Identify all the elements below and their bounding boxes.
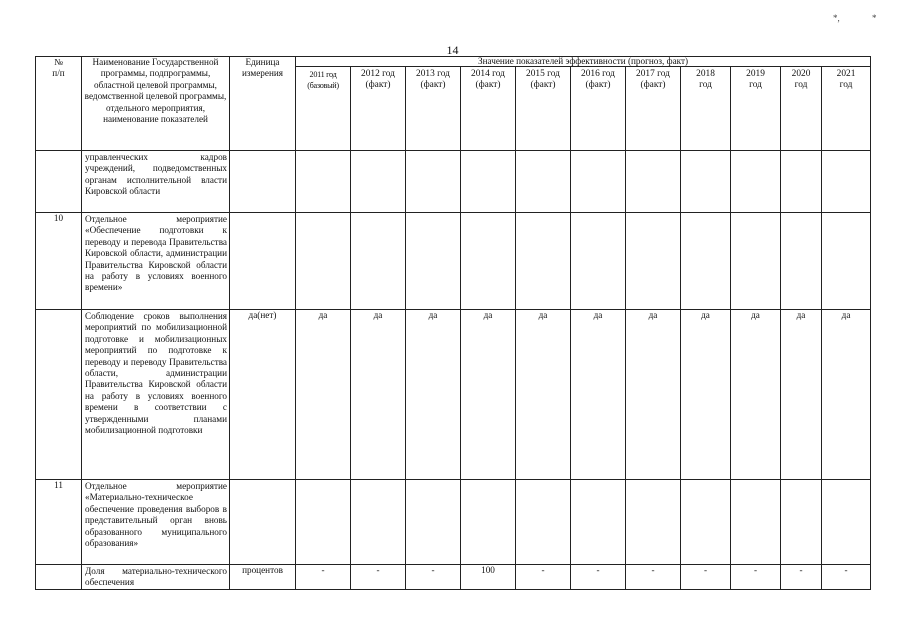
row-value-cell: да: [781, 310, 822, 480]
row-value-cell: -: [406, 565, 461, 590]
row-value-cell: -: [296, 565, 351, 590]
year-label: 2021: [836, 69, 856, 79]
row-value-cell: [296, 151, 351, 213]
row-value-cell: [406, 213, 461, 310]
year-note: год: [699, 80, 712, 90]
year-label: 2011 год: [309, 70, 337, 79]
page-number: 14: [446, 43, 459, 57]
row-unit-cell: [230, 151, 296, 213]
year-label: 2017 год: [636, 69, 670, 79]
row-value-cell: [516, 480, 571, 565]
year-note: год: [794, 80, 808, 90]
row-value-cell: [571, 480, 626, 565]
row-value-cell: [626, 480, 681, 565]
row-value-cell: [626, 151, 681, 213]
row-value-cell: [461, 151, 516, 213]
row-value-cell: [296, 480, 351, 565]
row-name-cell: Отдельное мероприятие «Обеспечение подготовки к переводу и перевода Правительства Кировской области, администрации Правительства Кировской области на работу в условиях военного времени»: [82, 213, 230, 310]
row-value-cell: -: [516, 565, 571, 590]
column-header-year: [822, 67, 871, 151]
row-value-cell: [681, 213, 731, 310]
year-note: год: [749, 80, 762, 90]
row-value-cell: [822, 213, 871, 310]
year-note: (факт): [365, 80, 391, 90]
column-header-year: [731, 67, 781, 151]
row-unit-cell: [230, 213, 296, 310]
year-note: (факт): [475, 80, 501, 90]
corner-mark-right: *: [872, 13, 877, 23]
row-value-cell: [406, 151, 461, 213]
column-header-unit: Единица измерения: [230, 57, 296, 151]
row-value-cell: [731, 151, 781, 213]
row-value-cell: [781, 151, 822, 213]
row-number-cell: [36, 151, 82, 213]
row-name-cell: управленческих кадров учреждений, подведомственных органам исполнительной власти Кировской области: [82, 151, 230, 213]
row-number-cell: [36, 310, 82, 480]
row-value-cell: [351, 213, 406, 310]
row-value-cell: [351, 151, 406, 213]
row-value-cell: да: [516, 310, 571, 480]
row-unit-cell: да(нет): [230, 310, 296, 480]
row-name-cell: Отдельное мероприятие «Материально-техническое обеспечение проведения выборов в представительный орган вновь образованного муниципального образования»: [82, 480, 230, 565]
row-value-cell: [516, 213, 571, 310]
row-number-cell: 11: [36, 480, 82, 565]
year-note: год: [839, 80, 853, 90]
row-value-cell: [461, 480, 516, 565]
row-value-cell: [351, 480, 406, 565]
row-value-cell: [571, 213, 626, 310]
row-value-cell: да: [296, 310, 351, 480]
row-value-cell: [681, 151, 731, 213]
row-value-cell: да: [571, 310, 626, 480]
year-note: (факт): [420, 80, 446, 90]
row-unit-cell: процентов: [230, 565, 296, 590]
indicators-table: [35, 56, 871, 590]
row-value-cell: -: [781, 565, 822, 590]
row-value-cell: да: [822, 310, 871, 480]
row-value-cell: [781, 213, 822, 310]
year-note: (факт): [640, 80, 666, 90]
column-header-number: № п/п: [36, 57, 82, 151]
row-value-cell: [296, 213, 351, 310]
row-number-cell: [36, 565, 82, 590]
row-value-cell: да: [731, 310, 781, 480]
year-label: 2015 год: [526, 69, 560, 79]
table-row: [36, 213, 871, 310]
year-note: (факт): [530, 80, 556, 90]
row-value-cell: да: [351, 310, 406, 480]
year-note: (базовый): [307, 81, 339, 90]
column-header-year: [351, 67, 406, 151]
row-value-cell: да: [626, 310, 681, 480]
year-label: 2012 год: [361, 69, 395, 79]
year-note: (факт): [585, 80, 611, 90]
row-value-cell: [571, 151, 626, 213]
table-body: [36, 151, 871, 590]
year-label: 2019: [746, 69, 765, 79]
row-value-cell: -: [731, 565, 781, 590]
row-value-cell: [731, 213, 781, 310]
row-value-cell: 100: [461, 565, 516, 590]
row-value-cell: да: [681, 310, 731, 480]
year-label: 2016 год: [581, 69, 615, 79]
column-header-year: [781, 67, 822, 151]
row-value-cell: [681, 480, 731, 565]
row-value-cell: -: [822, 565, 871, 590]
year-label: 2013 год: [416, 69, 450, 79]
column-header-year: [571, 67, 626, 151]
row-name-cell: Доля материально-технического обеспечения: [82, 565, 230, 590]
year-label: 2020: [791, 69, 811, 79]
column-header-year: [626, 67, 681, 151]
year-label: 2018: [696, 69, 715, 79]
row-value-cell: -: [351, 565, 406, 590]
row-value-cell: да: [461, 310, 516, 480]
column-header-year: [406, 67, 461, 151]
row-value-cell: [822, 151, 871, 213]
table-row: [36, 310, 871, 480]
table-row: [36, 151, 871, 213]
row-number-cell: 10: [36, 213, 82, 310]
column-header-year: [681, 67, 731, 151]
row-unit-cell: [230, 480, 296, 565]
row-value-cell: [461, 213, 516, 310]
table-row: [36, 480, 871, 565]
table-row: [36, 565, 871, 590]
column-header-name: Наименование Государственной программы, подпрограммы, областной целевой программы, ведомственной целевой программы, отдельного мероприятия, наименование показателей: [82, 57, 230, 151]
row-value-cell: [731, 480, 781, 565]
row-value-cell: -: [681, 565, 731, 590]
column-header-year: [516, 67, 571, 151]
year-label: 2014 год: [471, 69, 505, 79]
row-value-cell: [626, 213, 681, 310]
row-value-cell: [781, 480, 822, 565]
row-value-cell: -: [571, 565, 626, 590]
table-header-row: [36, 57, 871, 67]
row-value-cell: -: [626, 565, 681, 590]
column-header-year: [296, 67, 351, 151]
row-name-cell: Соблюдение сроков выполнения мероприятий по мобилизационной подготовке и мобилизационных мероприятий по подготовке к переводу и переводу Правительства области, администрации Правительства Кировской области на работу в условиях военного времени в соответствии с утвержденными планами мобилизационной подготовки: [82, 310, 230, 480]
row-value-cell: [516, 151, 571, 213]
row-value-cell: да: [406, 310, 461, 480]
column-header-values-group: Значение показателей эффективности (прогноз, факт): [296, 57, 871, 67]
corner-mark-left: *,: [833, 13, 840, 23]
row-value-cell: [822, 480, 871, 565]
row-value-cell: [406, 480, 461, 565]
column-header-year: [461, 67, 516, 151]
